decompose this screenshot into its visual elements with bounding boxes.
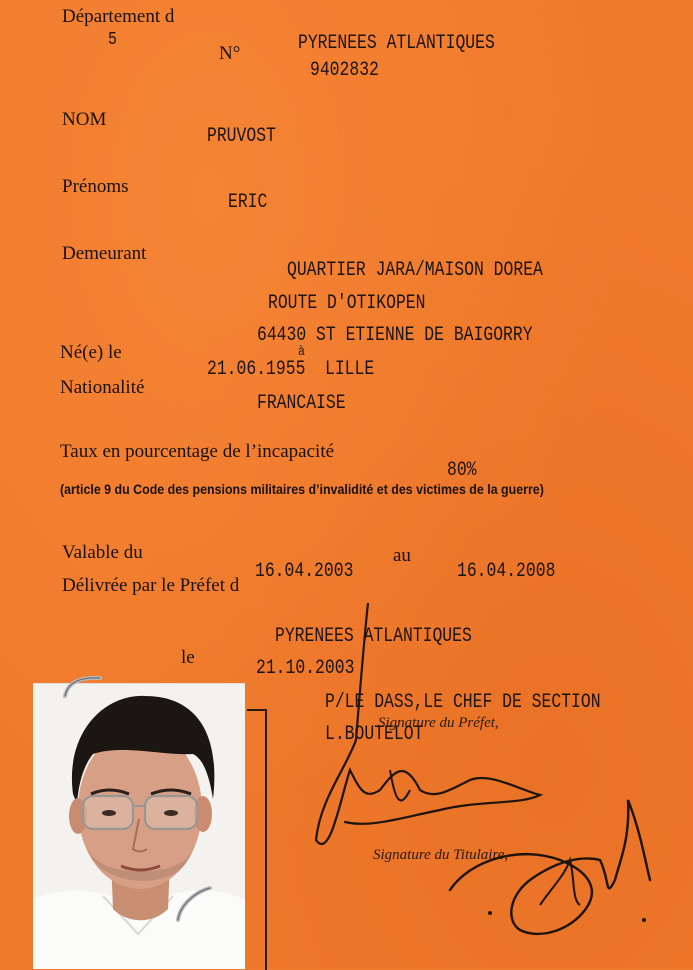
staple-top xyxy=(60,672,110,702)
prenoms-value: ERIC xyxy=(228,191,268,214)
taux-label: Taux en pourcentage de l’incapacité xyxy=(60,441,335,462)
address-line-3: 64430 ST ETIENNE DE BAIGORRY xyxy=(257,324,533,347)
le-label: le xyxy=(181,647,195,668)
valable-to: 16.04.2008 xyxy=(457,560,556,583)
departement-label: Département d xyxy=(62,6,175,27)
nationalite-value: FRANCAISE xyxy=(257,392,346,415)
card-number: 9402832 xyxy=(310,59,379,82)
signatory-line-1: P/LE DASS,LE CHEF DE SECTION xyxy=(325,691,601,714)
article-note: (article 9 du Code des pensions militaires d’invalidité et des victimes de la guerre) xyxy=(60,482,544,497)
departement-name: PYRENEES ATLANTIQUES xyxy=(298,32,495,55)
address-line-2: ROUTE D'OTIKOPEN xyxy=(268,292,426,315)
birth-date: 21.06.1955 xyxy=(207,358,306,381)
signature-titulaire-label: Signature du Titulaire, xyxy=(373,847,509,863)
staple-bottom xyxy=(170,880,220,930)
signature-prefet-label: Signature du Préfet, xyxy=(378,715,499,731)
demeurant-label: Demeurant xyxy=(62,243,147,264)
prenoms-label: Prénoms xyxy=(62,176,129,197)
signatory-line-2: L.BOUTELOT xyxy=(325,723,424,746)
departement-number: 5 xyxy=(108,30,117,50)
prefet-departement: PYRENEES ATLANTIQUES xyxy=(275,625,472,648)
issue-date: 21.10.2003 xyxy=(256,657,355,680)
valable-from: 16.04.2003 xyxy=(255,560,354,583)
address-line-1: QUARTIER JARA/MAISON DOREA xyxy=(287,259,543,282)
nom-label: NOM xyxy=(62,109,107,130)
birth-label: Né(e) le xyxy=(60,342,122,363)
taux-value: 80% xyxy=(447,459,477,482)
photo-frame-line xyxy=(247,709,267,970)
birth-place: LILLE xyxy=(325,358,375,381)
numero-label: N° xyxy=(219,43,241,64)
valable-label: Valable du xyxy=(62,542,143,563)
nationalite-label: Nationalité xyxy=(60,377,145,398)
birth-a: à xyxy=(298,344,305,360)
nom-value: PRUVOST xyxy=(207,125,276,148)
delivree-label: Délivrée par le Préfet d xyxy=(62,575,240,596)
au-label: au xyxy=(393,545,411,566)
